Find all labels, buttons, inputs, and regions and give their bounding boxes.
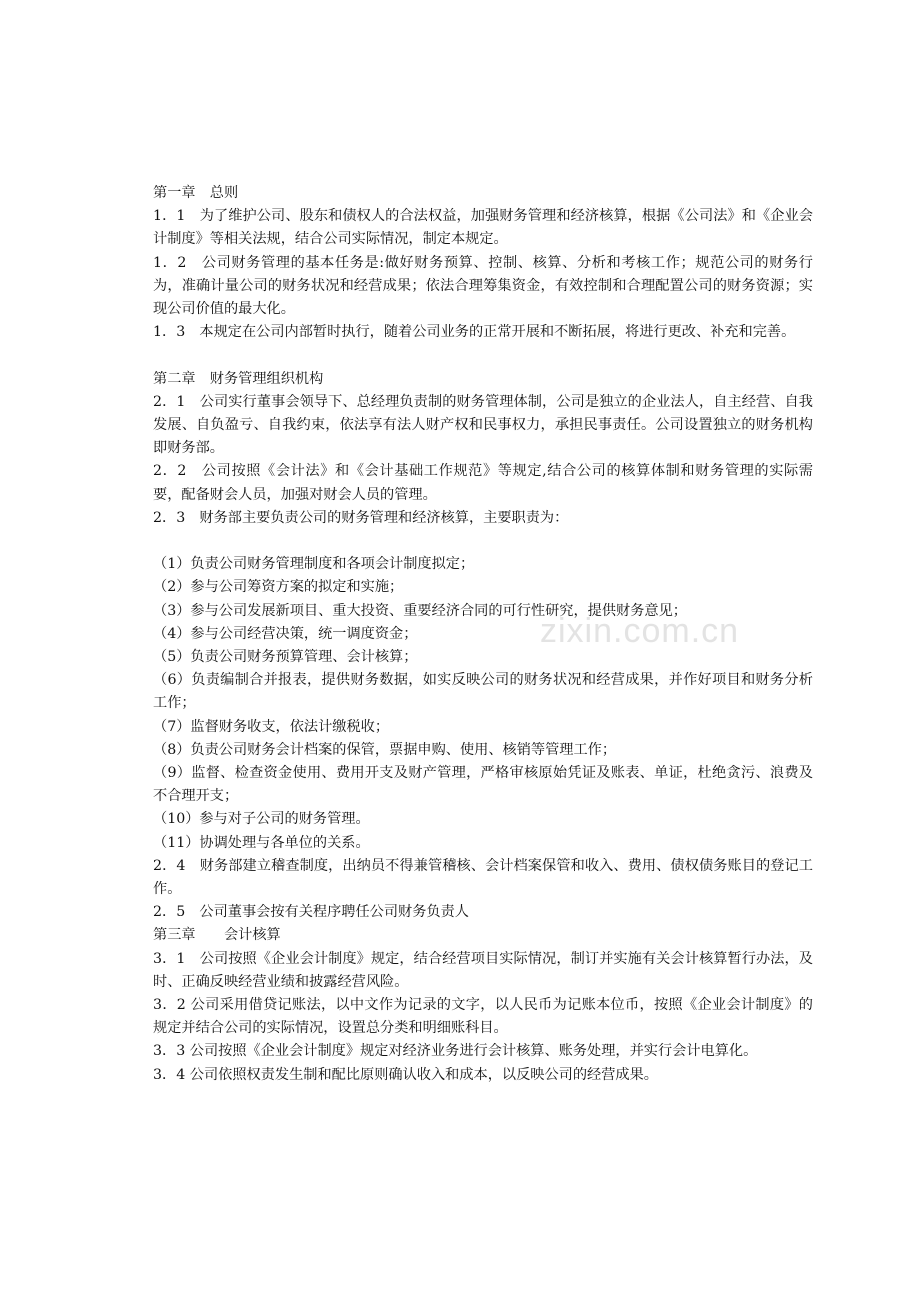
document-body (153, 182, 813, 1087)
article-2-1: 2．1 公司实行董事会领导下、总经理负责制的财务管理体制，公司是独立的企业法人，自主经营、自我发展、自负盈亏、自我约束，依法享有法人财产权和民事权力，承担民事责任。公司设置独立的财务机构即财务部。 (153, 393, 813, 457)
duty-item: （10）参与对子公司的财务管理。 (153, 811, 370, 828)
duty-item: （3）参与公司发展新项目、重大投资、重要经济合同的可行性研究，提供财务意见； (153, 602, 687, 619)
article-1-2: 1．2 公司财务管理的基本任务是:做好财务预算、控制、核算、分析和考核工作；规范公司的财务行为，准确计量公司的财务状况和经营成果；依法合理筹集资金，有效控制和合理配置公司的财务资源；实现公司价值的最大化。 (153, 254, 813, 318)
article-3-1: 3．1 公司按照《企业会计制度》规定，结合经营项目实际情况，制订并实施有关会计核算暂行办法，及时、正确反映经营业绩和披露经营风险。 (153, 950, 813, 990)
chapter-1-title: 第一章 总则 (153, 185, 239, 201)
blank-line (153, 530, 813, 553)
article-3-3: 3．3 公司按照《企业会计制度》规定对经济业务进行会计核算、账务处理，并实行会计电算化。 (153, 1043, 758, 1060)
duty-item: （7）监督财务收支，依法计缴税收； (153, 718, 390, 735)
watermark-text: zixin.com.cn (540, 612, 740, 650)
article-3-2: 3．2 公司采用借贷记账法，以中文作为记录的文字，以人民币为记账本位币，按照《企业会计制度》的规定并结合公司的实际情况，设置总分类和明细账科目。 (153, 997, 813, 1037)
article-2-4: 2．4 财务部建立稽查制度，出纳员不得兼管稽核、会计档案保管和收入、费用、债权债务账目的登记工作。 (153, 857, 813, 898)
duty-item: （2）参与公司筹资方案的拟定和实施； (153, 579, 404, 596)
duty-item: （1）负责公司财务管理制度和各项会计制度拟定； (153, 556, 475, 573)
duty-item: （4）参与公司经营决策，统一调度资金； (153, 625, 418, 642)
chapter-3-title: 第三章 会计核算 (153, 927, 281, 944)
duty-item: （9）监督、检查资金使用、费用开支及财产管理，严格审核原始凭证及账表、单证，杜绝贪污、浪费及不合理开支； (153, 765, 813, 805)
duty-item: （8）负责公司财务会计档案的保管，票据申购、使用、核销等管理工作； (153, 741, 617, 758)
article-2-5: 2．5 公司董事会按有关程序聘任公司财务负责人 (153, 904, 469, 921)
article-2-2: 2．2 公司按照《会计法》和《会计基础工作规范》等规定,结合公司的核算体制和财务管理的实际需要，配备财会人员，加强对财会人员的管理。 (153, 463, 813, 503)
duty-item: （6）负责编制合并报表，提供财务数据，如实反映公司的财务状况和经营成果，并作好项目和财务分析工作； (153, 672, 813, 712)
duty-item: （11）协调处理与各单位的关系。 (153, 834, 370, 851)
article-1-1: 1．1 为了维护公司、股东和债权人的合法权益，加强财务管理和经济核算，根据《公司法》和《企业会计制度》等相关法规，结合公司实际情况，制定本规定。 (153, 208, 813, 248)
article-3-4: 3．4 公司依照权责发生制和配比原则确认收入和成本，以反映公司的经营成果。 (153, 1066, 658, 1083)
blank-line (153, 344, 813, 367)
duty-item: （5）负责公司财务预算管理、会计核算； (153, 649, 418, 666)
chapter-2-title: 第二章 财务管理组织机构 (153, 370, 324, 387)
article-1-3: 1．3 本规定在公司内部暂时执行，随着公司业务的正常开展和不断拓展，将进行更改、补充和完善。 (153, 324, 796, 341)
article-2-3: 2．3 财务部主要负责公司的财务管理和经济核算，主要职责为： (153, 509, 569, 526)
